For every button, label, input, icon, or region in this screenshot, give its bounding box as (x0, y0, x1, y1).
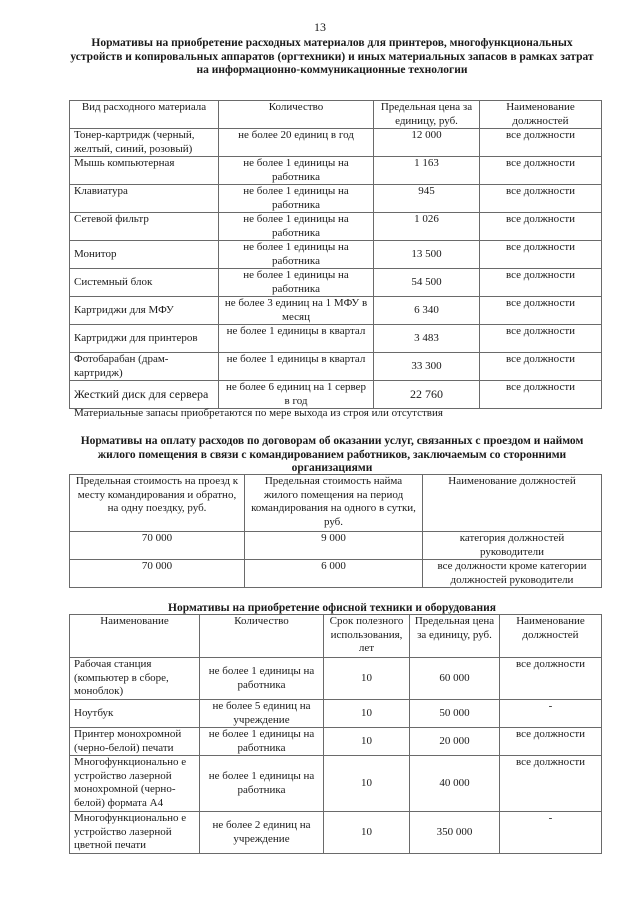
table-row (70, 213, 602, 241)
table-row (70, 129, 602, 157)
cell-qty: не более 2 единиц на учреждение (200, 812, 324, 854)
cell-price: 12 000 (374, 129, 480, 157)
title-line: жилого помещения в связи с командированием работников, заключаемым со сторонними (97, 448, 567, 461)
cell-qty: не более 1 единицы в квартал (219, 353, 374, 381)
cell-price: 3 483 (374, 325, 480, 353)
cell-positions: все должности (480, 269, 602, 297)
title-line: Нормативы на приобретение расходных материалов для принтеров, многофункциональных (91, 37, 573, 49)
cell-positions: - (500, 812, 602, 854)
cell-positions: все должности (480, 213, 602, 241)
cell-positions: все должности (500, 658, 602, 700)
cell-qty: не более 1 единицы на работника (219, 241, 374, 269)
cell-positions: - (500, 700, 602, 728)
col-header-positions: Наименование должностей (423, 475, 602, 532)
cell-qty: не более 3 единиц на 1 МФУ в месяц (219, 297, 374, 325)
cell-positions: все должности (480, 185, 602, 213)
col-header-price: Предельная цена за единицу, руб. (410, 615, 500, 658)
cell-positions: все должности (500, 728, 602, 756)
cell-qty: не более 1 единицы на работника (200, 728, 324, 756)
title-line: на информационно-коммуникационные технологии (196, 64, 468, 76)
cell-life: 10 (324, 812, 410, 854)
cell-name: Системный блок (70, 269, 219, 297)
cell-name: Рабочая станция (компьютер в сборе, моноблок) (70, 658, 200, 700)
cell-name: Картриджи для принтеров (70, 325, 219, 353)
office-equipment-table (69, 614, 602, 854)
cell-qty: не более 1 единицы на работника (200, 756, 324, 812)
cell-name: Монитор (70, 241, 219, 269)
cell-positions: все должности (480, 353, 602, 381)
col-header-material: Вид расходного материала (70, 101, 219, 129)
cell-price: 945 (374, 185, 480, 213)
table-row (70, 353, 602, 381)
table-row (70, 560, 602, 588)
section1-title (62, 37, 602, 78)
table-row (70, 532, 602, 560)
cell-name: Клавиатура (70, 185, 219, 213)
table-row (70, 756, 602, 812)
col-header-travel: Предельная стоимость на проезд к месту командирования и обратно, на одну поездку, руб. (70, 475, 245, 532)
cell-name: Тонер-картридж (черный, желтый, синий, розовый) (70, 129, 219, 157)
cell-price: 1 026 (374, 213, 480, 241)
cell-life: 10 (324, 700, 410, 728)
cell-price: 13 500 (374, 241, 480, 269)
cell-price: 54 500 (374, 269, 480, 297)
cell-price: 6 340 (374, 297, 480, 325)
col-header-positions: Наименование должностей (500, 615, 602, 658)
cell-price: 50 000 (410, 700, 500, 728)
cell-qty: не более 1 единицы на работника (219, 157, 374, 185)
cell-name: Мышь компьютерная (70, 157, 219, 185)
section3-title: Нормативы на приобретение офисной техники и оборудования (168, 602, 496, 614)
table-row (70, 700, 602, 728)
cell-positions: все должности (500, 756, 602, 812)
cell-life: 10 (324, 756, 410, 812)
cell-positions: все должности (480, 241, 602, 269)
title-line: Нормативы на оплату расходов по договорам об оказании услуг, связанных с проездом и наймом (80, 435, 584, 447)
col-header-price: Предельная цена за единицу, руб. (374, 101, 480, 129)
col-header-life: Срок полезного использования, лет (324, 615, 410, 658)
cell-name: Ноутбук (70, 700, 200, 728)
cell-name: Принтер монохромной (черно-белой) печати (70, 728, 200, 756)
col-header-quantity: Количество (219, 101, 374, 129)
materials-note: Материальные запасы приобретаются по мере выхода из строя или отсутствия (74, 407, 443, 419)
cell-price: 22 760 (374, 381, 480, 409)
table-row (70, 297, 602, 325)
cell-price: 60 000 (410, 658, 500, 700)
cell-name: Фотобарабан (драм-картридж) (70, 353, 219, 381)
cell-price: 350 000 (410, 812, 500, 854)
travel-table (69, 474, 602, 588)
cell-name: Сетевой фильтр (70, 213, 219, 241)
page-number: 13 (314, 20, 326, 34)
title-line: устройств и копировальных аппаратов (оргтехники) и иных материальных запасов в рамках затрат (70, 50, 594, 63)
table-row (70, 185, 602, 213)
cell-life: 10 (324, 658, 410, 700)
cell-positions: все должности кроме категории должностей руководители (423, 560, 602, 588)
cell-positions: все должности (480, 129, 602, 157)
table-row (70, 658, 602, 700)
cell-name: Жесткий диск для сервера (70, 381, 219, 409)
cell-qty: не более 1 единицы на работника (219, 269, 374, 297)
cell-price: 1 163 (374, 157, 480, 185)
cell-name: Многофункционально е устройство лазерной монохромной (черно-белой) формата А4 (70, 756, 200, 812)
cell-name: Многофункционально е устройство лазерной цветной печати (70, 812, 200, 854)
cell-qty: не более 1 единицы на работника (219, 213, 374, 241)
col-header-positions: Наименование должностей (480, 101, 602, 129)
cell-positions: категория должностей руководители (423, 532, 602, 560)
cell-lodging: 9 000 (245, 532, 423, 560)
section2-title (62, 435, 602, 476)
cell-qty: не более 1 единицы в квартал (219, 325, 374, 353)
table-row (70, 381, 602, 409)
cell-qty: не более 1 единицы на работника (200, 658, 324, 700)
cell-positions: все должности (480, 381, 602, 409)
cell-qty: не более 20 единиц в год (219, 129, 374, 157)
cell-travel: 70 000 (70, 560, 245, 588)
table-row (70, 812, 602, 854)
title-line: организациями (291, 462, 373, 474)
cell-price: 33 300 (374, 353, 480, 381)
cell-qty: не более 6 единиц на 1 сервер в год (219, 381, 374, 409)
cell-life: 10 (324, 728, 410, 756)
cell-name: Картриджи для МФУ (70, 297, 219, 325)
col-header-quantity: Количество (200, 615, 324, 658)
consumables-table (69, 100, 602, 409)
cell-positions: все должности (480, 157, 602, 185)
cell-price: 40 000 (410, 756, 500, 812)
cell-positions: все должности (480, 297, 602, 325)
table-row (70, 325, 602, 353)
col-header-lodging: Предельная стоимость найма жилого помещения на период командирования на одного в сутки, руб. (245, 475, 423, 532)
table-row (70, 269, 602, 297)
table-row (70, 241, 602, 269)
cell-lodging: 6 000 (245, 560, 423, 588)
cell-price: 20 000 (410, 728, 500, 756)
cell-qty: не более 5 единиц на учреждение (200, 700, 324, 728)
table-row (70, 157, 602, 185)
col-header-name: Наименование (70, 615, 200, 658)
cell-qty: не более 1 единицы на работника (219, 185, 374, 213)
cell-travel: 70 000 (70, 532, 245, 560)
cell-positions: все должности (480, 325, 602, 353)
table-row (70, 728, 602, 756)
